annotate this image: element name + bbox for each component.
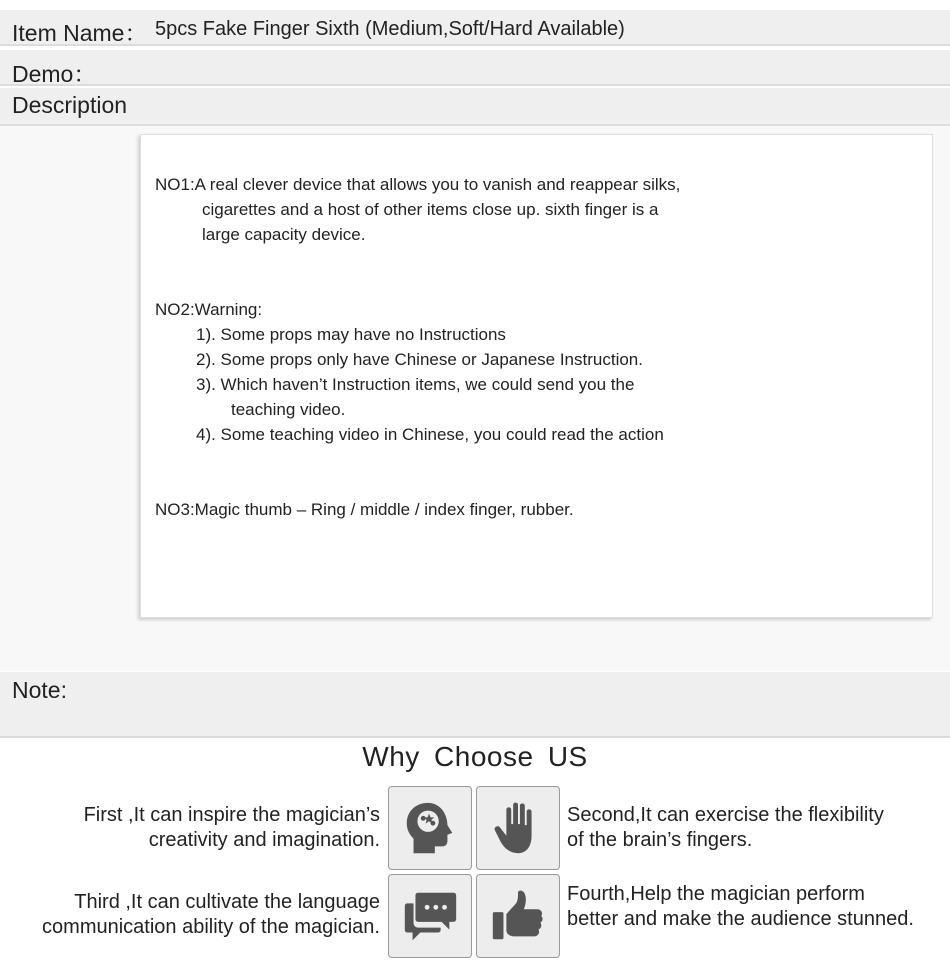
- feature-second-line-1: Second,It can exercise the flexibility: [567, 804, 884, 826]
- no3-line: NO3:Magic thumb – Ring / middle / index finger, rubber.: [155, 500, 574, 519]
- description-label: Description: [12, 92, 128, 118]
- no2-item-4: 4). Some teaching video in Chinese, you could read the action: [196, 425, 664, 444]
- feature-first-line-1: First ,It can inspire the magician’s: [83, 804, 380, 826]
- feature-second-text: [567, 803, 950, 853]
- item-name-label: Item Name：: [12, 20, 148, 46]
- description-bar: [0, 88, 950, 126]
- description-card: [140, 134, 933, 618]
- thumbs-up-icon: [476, 874, 560, 958]
- chat-bubbles-icon: [388, 874, 472, 958]
- no2-item-3-cont: teaching video.: [231, 400, 346, 419]
- item-name-bar: [0, 10, 950, 46]
- no1-line-3: large capacity device.: [202, 225, 366, 244]
- note-label: Note:: [12, 677, 67, 703]
- no1-line-2: cigarettes and a host of other items close up. sixth finger is a: [202, 200, 659, 219]
- head-brain-icon: [388, 786, 472, 870]
- no2-item-2: 2). Some props only have Chinese or Japanese Instruction.: [196, 350, 643, 369]
- item-name-value: 5pcs Fake Finger Sixth (Medium,Soft/Hard Available): [155, 18, 625, 40]
- feature-first-line-2: creativity and imagination.: [148, 829, 380, 851]
- no2-item-3: 3). Which haven’t Instruction items, we could send you the: [196, 375, 635, 394]
- note-bar: [0, 672, 950, 738]
- feature-third-line-1: Third ,It can cultivate the language: [74, 891, 380, 913]
- no1-line-1: NO1:A real clever device that allows you to vanish and reappear silks,: [155, 175, 681, 194]
- feature-third-line-2: communication ability of the magician.: [42, 916, 380, 938]
- no2-title: NO2:Warning:: [155, 300, 263, 319]
- hand-icon: [476, 786, 560, 870]
- demo-bar: [0, 50, 950, 86]
- feature-fourth-line-2: better and make the audience stunned.: [567, 908, 914, 930]
- feature-fourth-text: [567, 882, 950, 932]
- demo-label: Demo：: [12, 61, 97, 87]
- feature-fourth-line-1: Fourth,Help the magician perform: [567, 883, 865, 905]
- feature-third-text: [0, 890, 380, 940]
- feature-second-line-2: of the brain’s fingers.: [567, 829, 753, 851]
- no2-item-1: 1). Some props may have no Instructions: [196, 325, 506, 344]
- feature-first-text: [0, 803, 380, 853]
- why-choose-title: Why Choose US: [362, 741, 588, 772]
